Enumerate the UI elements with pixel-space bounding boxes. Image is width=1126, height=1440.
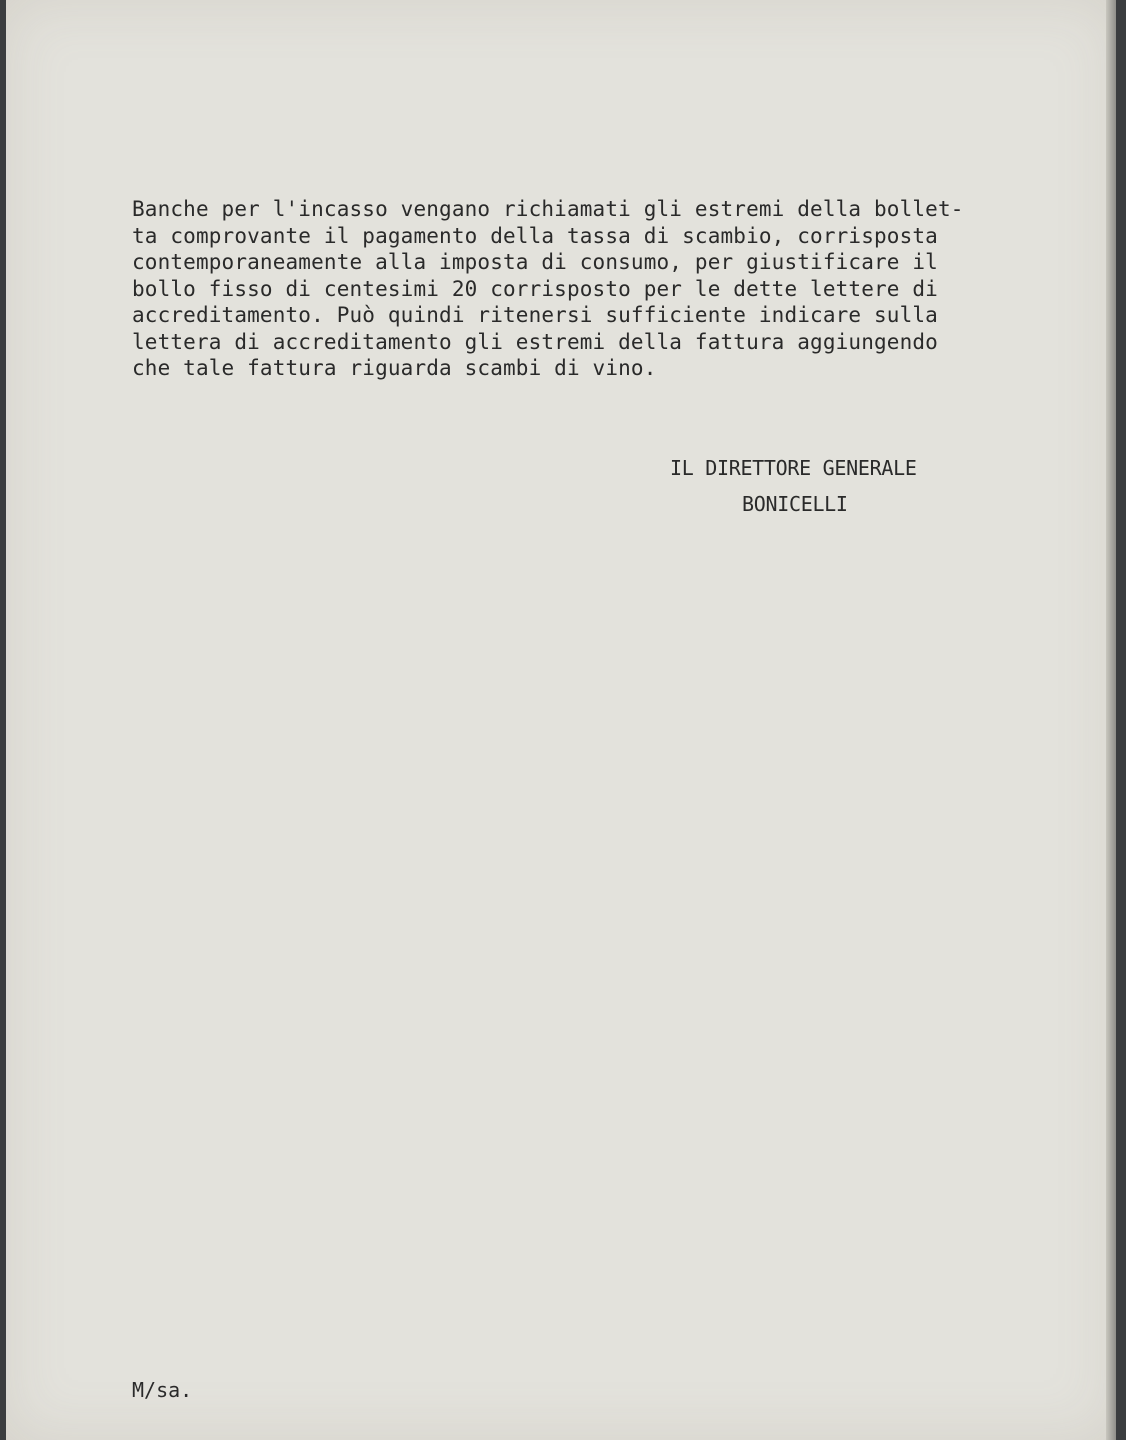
typist-initials: M/sa. <box>132 1378 193 1402</box>
letter-body <box>132 196 1032 382</box>
body-line: bollo fisso di centesimi 20 corrisposto per le dette lettere di <box>132 276 938 301</box>
body-line: accreditamento. Può quindi ritenersi sufficiente indicare sulla <box>132 303 938 327</box>
signature-name: BONICELLI <box>742 492 848 516</box>
document-page <box>6 0 1116 1440</box>
body-line: contemporaneamente alla imposta di consumo, per giustificare il <box>132 250 938 274</box>
body-line: lettera di accreditamento gli estremi della fattura aggiungendo <box>132 329 938 354</box>
page-edge <box>1106 0 1116 1440</box>
body-line: ta comprovante il pagamento della tassa di scambio, corrisposta <box>132 223 938 248</box>
body-line: che tale fattura riguarda scambi di vino. <box>132 356 657 380</box>
signature-title: IL DIRETTORE GENERALE <box>670 456 917 480</box>
signature-block <box>670 450 917 522</box>
body-line: Banche per l'incasso vengano richiamati gli estremi della bollet- <box>132 197 964 221</box>
